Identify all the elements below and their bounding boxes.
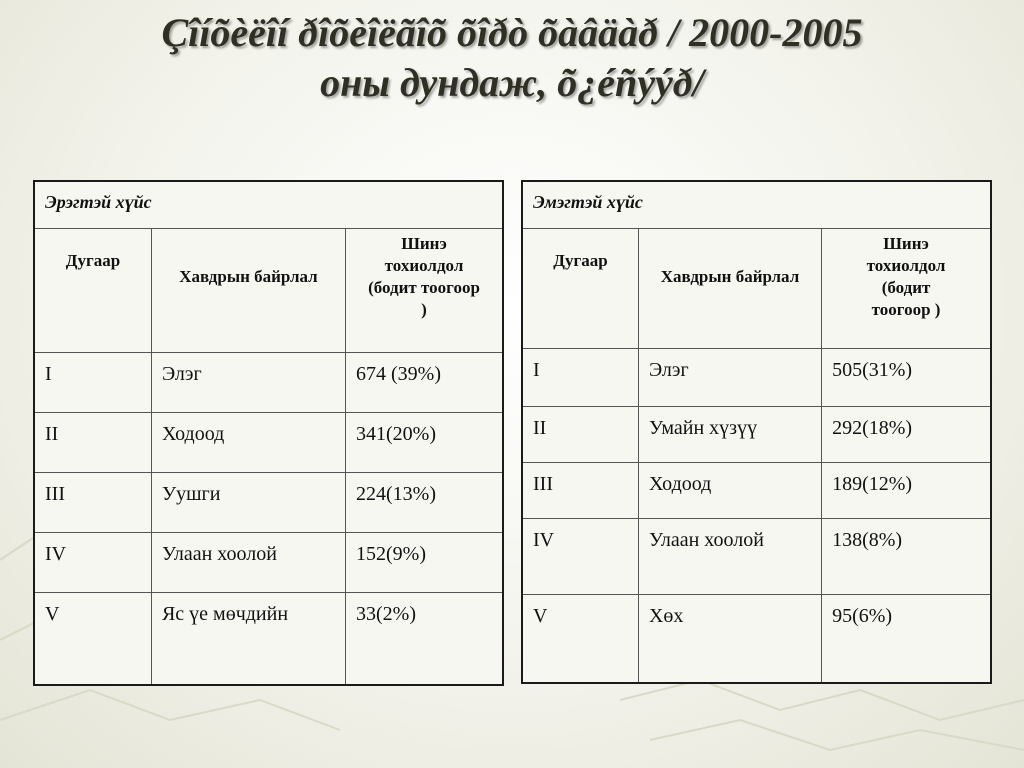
- rank-cell: V: [522, 595, 638, 683]
- location-cell: Умайн хүзүү: [638, 407, 821, 463]
- cases-cell: 341(20%): [346, 413, 503, 473]
- location-cell: Ходоод: [151, 413, 345, 473]
- location-cell: Элэг: [638, 349, 821, 407]
- table-row: [522, 519, 991, 595]
- location-cell: Улаан хоолой: [638, 519, 821, 595]
- cases-cell: 189(12%): [822, 463, 991, 519]
- title-line-2: оны дундаж, õ¿éñýýð/: [320, 60, 704, 105]
- col-header-cases-line: тохиолдол: [384, 256, 464, 275]
- table-row: [34, 533, 503, 593]
- table-row: [34, 593, 503, 685]
- table-row: [522, 349, 991, 407]
- col-header-number: Дугаар: [34, 229, 151, 353]
- female-cancer-table: [521, 180, 992, 684]
- col-header-new-cases: [346, 229, 503, 353]
- cases-cell: 152(9%): [346, 533, 503, 593]
- rank-cell: II: [34, 413, 151, 473]
- title-line-1: Çîíõèëîí ðîõèîëãîõ õîðò õàâäàð / 2000-2005: [161, 10, 863, 55]
- table-row: [522, 463, 991, 519]
- slide-title: [0, 8, 1024, 108]
- location-cell: Элэг: [151, 353, 345, 413]
- table-row: [522, 407, 991, 463]
- rank-cell: V: [34, 593, 151, 685]
- table-row: [34, 413, 503, 473]
- male-cancer-table: [33, 180, 504, 686]
- col-header-new-cases: [822, 229, 991, 349]
- cases-cell: 33(2%): [346, 593, 503, 685]
- location-cell: Хөх: [638, 595, 821, 683]
- col-header-cases-line: ): [421, 300, 427, 319]
- rank-cell: III: [34, 473, 151, 533]
- location-cell: Яс үе мөчдийн: [151, 593, 345, 685]
- table-row: [522, 595, 991, 683]
- col-header-cases-line: тоогоор ): [871, 300, 941, 319]
- rank-cell: III: [522, 463, 638, 519]
- table-row: [34, 473, 503, 533]
- rank-cell: IV: [522, 519, 638, 595]
- col-header-cases-line: (бодит тоогоор: [368, 278, 480, 297]
- col-header-location: Хавдрын байрлал: [638, 229, 821, 349]
- location-cell: Ходоод: [638, 463, 821, 519]
- cases-cell: 95(6%): [822, 595, 991, 683]
- table-row: [34, 353, 503, 413]
- cases-cell: 292(18%): [822, 407, 991, 463]
- cases-cell: 505(31%): [822, 349, 991, 407]
- male-table-header: Эрэгтэй хүйс: [34, 181, 503, 229]
- rank-cell: I: [34, 353, 151, 413]
- col-header-number: Дугаар: [522, 229, 638, 349]
- cases-cell: 138(8%): [822, 519, 991, 595]
- rank-cell: I: [522, 349, 638, 407]
- location-cell: Уушги: [151, 473, 345, 533]
- location-cell: Улаан хоолой: [151, 533, 345, 593]
- rank-cell: IV: [34, 533, 151, 593]
- col-header-cases-line: Шинэ: [401, 234, 447, 253]
- col-header-cases-line: (бодит: [881, 278, 931, 297]
- col-header-location: Хавдрын байрлал: [151, 229, 345, 353]
- cases-cell: 224(13%): [346, 473, 503, 533]
- col-header-cases-line: Шинэ: [883, 234, 929, 253]
- rank-cell: II: [522, 407, 638, 463]
- cases-cell: 674 (39%): [346, 353, 503, 413]
- col-header-cases-line: тохиолдол: [866, 256, 946, 275]
- female-table-header: Эмэгтэй хүйс: [522, 181, 991, 229]
